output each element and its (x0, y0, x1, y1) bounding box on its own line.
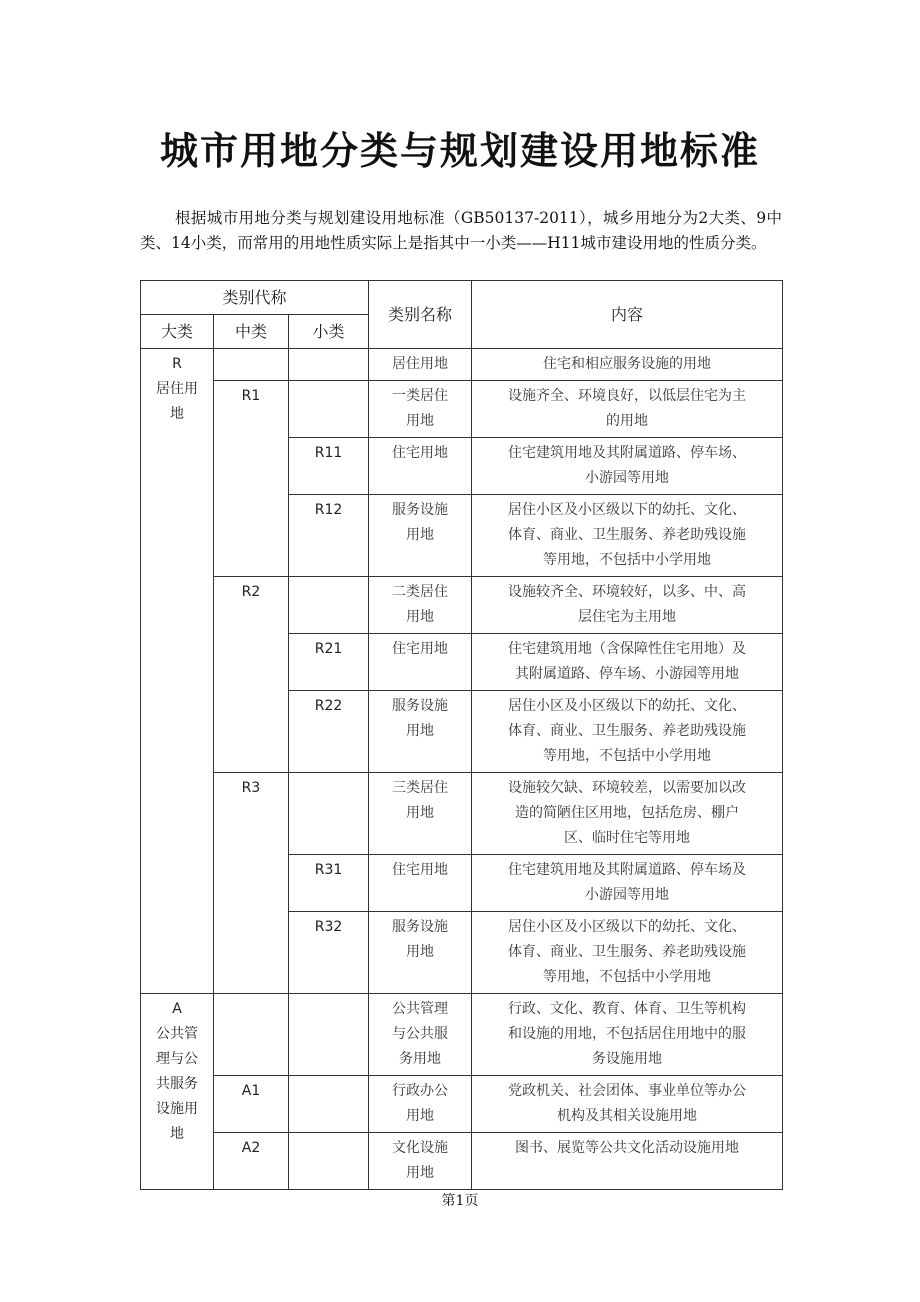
minor-category: R21 (289, 634, 369, 691)
table-row (141, 381, 783, 438)
minor-category: R32 (289, 912, 369, 994)
major-category: A 公共管 理与公 共服务 设施用 地 (141, 994, 214, 1190)
table-row (141, 577, 783, 634)
table-body (141, 349, 783, 1190)
category-name: 服务设施 用地 (369, 912, 472, 994)
page-title: 城市用地分类与规划建设用地标准 (159, 129, 760, 173)
middle-category: R3 (214, 773, 289, 994)
minor-category (289, 577, 369, 634)
category-content: 居住小区及小区级以下的幼托、文化、 体育、商业、卫生服务、养老助残设施 等用地，不包括中小学用地 (472, 691, 783, 773)
table-row (141, 1133, 783, 1190)
category-name: 公共管理 与公共服 务用地 (369, 994, 472, 1076)
intro-paragraph: 根据城市用地分类与规划建设用地标准（GB50137-2011），城乡用地分为2大类、9中类、14小类，而常用的用地性质实际上是指其中一小类——H11城市建设用地的性质分类。 (140, 209, 782, 252)
minor-category (289, 381, 369, 438)
page-footer: 第1页 (441, 1193, 479, 1209)
header-minor: 小类 (289, 315, 369, 349)
table-row (141, 349, 783, 381)
table-row (141, 994, 783, 1076)
middle-category: A1 (214, 1076, 289, 1133)
category-content: 设施较齐全、环境较好，以多、中、高 层住宅为主用地 (472, 577, 783, 634)
minor-category: R31 (289, 855, 369, 912)
minor-category (289, 1076, 369, 1133)
category-content: 设施齐全、环境良好，以低层住宅为主 的用地 (472, 381, 783, 438)
middle-category: R1 (214, 381, 289, 577)
category-content: 住宅建筑用地（含保障性住宅用地）及 其附属道路、停车场、小游园等用地 (472, 634, 783, 691)
middle-category: A2 (214, 1133, 289, 1190)
category-name: 一类居住 用地 (369, 381, 472, 438)
header-code-group: 类别代称 (141, 281, 369, 315)
major-category: R 居住用 地 (141, 349, 214, 994)
land-use-table (140, 280, 783, 1190)
category-content: 设施较欠缺、环境较差，以需要加以改 造的简陋住区用地，包括危房、棚户 区、临时住宅等用地 (472, 773, 783, 855)
category-name: 服务设施 用地 (369, 495, 472, 577)
category-content: 住宅建筑用地及其附属道路、停车场及 小游园等用地 (472, 855, 783, 912)
category-name: 三类居住 用地 (369, 773, 472, 855)
minor-category (289, 1133, 369, 1190)
category-content: 住宅和相应服务设施的用地 (472, 349, 783, 381)
minor-category: R12 (289, 495, 369, 577)
minor-category: R22 (289, 691, 369, 773)
header-name: 类别名称 (369, 281, 472, 349)
category-content: 党政机关、社会团体、事业单位等办公 机构及其相关设施用地 (472, 1076, 783, 1133)
category-name: 居住用地 (369, 349, 472, 381)
category-name: 行政办公 用地 (369, 1076, 472, 1133)
middle-category: R2 (214, 577, 289, 773)
category-content: 图书、展览等公共文化活动设施用地 (472, 1133, 783, 1190)
header-middle: 中类 (214, 315, 289, 349)
minor-category (289, 773, 369, 855)
category-content: 居住小区及小区级以下的幼托、文化、 体育、商业、卫生服务、养老助残设施 等用地，不包括中小学用地 (472, 495, 783, 577)
header-content: 内容 (472, 281, 783, 349)
category-name: 住宅用地 (369, 438, 472, 495)
category-content: 行政、文化、教育、体育、卫生等机构 和设施的用地，不包括居住用地中的服 务设施用地 (472, 994, 783, 1076)
category-name: 二类居住 用地 (369, 577, 472, 634)
table-row (141, 1076, 783, 1133)
category-content: 居住小区及小区级以下的幼托、文化、 体育、商业、卫生服务、养老助残设施 等用地，不包括中小学用地 (472, 912, 783, 994)
minor-category (289, 994, 369, 1076)
minor-category (289, 349, 369, 381)
header-major: 大类 (141, 315, 214, 349)
category-name: 住宅用地 (369, 634, 472, 691)
table-row (141, 773, 783, 855)
category-content: 住宅建筑用地及其附属道路、停车场、 小游园等用地 (472, 438, 783, 495)
category-name: 住宅用地 (369, 855, 472, 912)
category-name: 服务设施 用地 (369, 691, 472, 773)
category-name: 文化设施 用地 (369, 1133, 472, 1190)
minor-category: R11 (289, 438, 369, 495)
middle-category (214, 994, 289, 1076)
middle-category (214, 349, 289, 381)
